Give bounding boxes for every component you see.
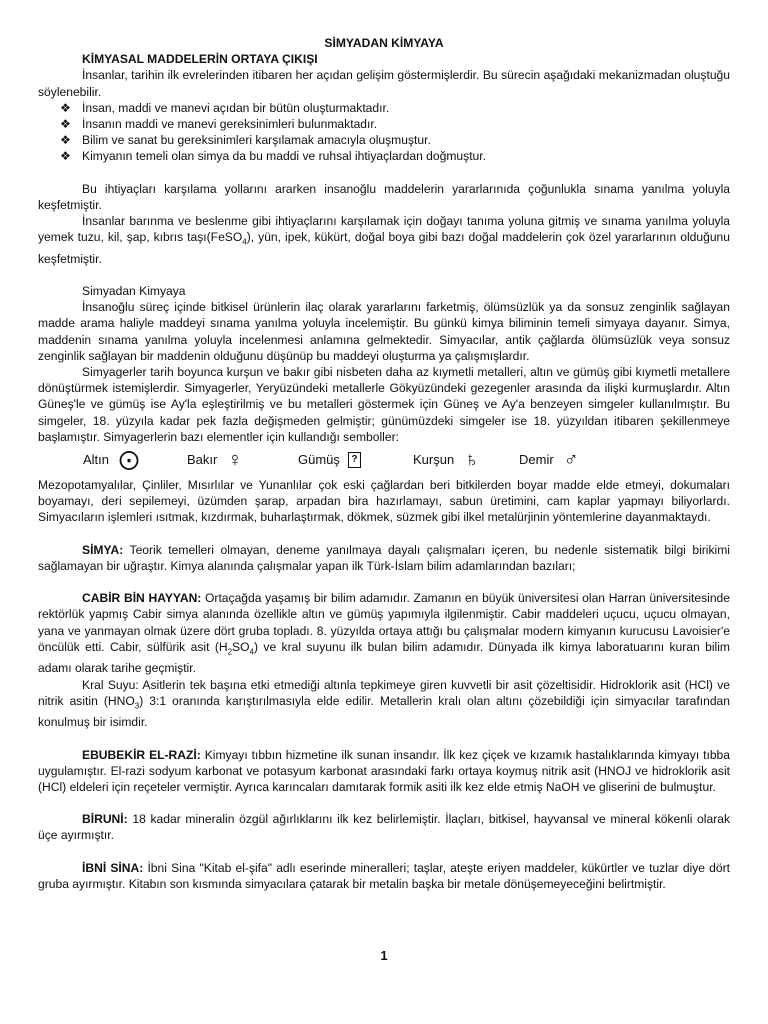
mars-iron-icon: ♂ bbox=[563, 449, 579, 472]
symbol-item: Kurşun ♄ bbox=[413, 449, 480, 472]
list-item: ❖ İnsanın maddi ve manevi gereksinimleri bulunmaktadır. bbox=[60, 117, 378, 132]
paragraph: EBUBEKİR EL-RAZİ: Kimyayı tıbbın hizmetine ilk sunan insandır. İlk kez çiçek ve kızamık hastalıklarında kimyayı tıbba uygulamıştır. El-razi sodyum karbonat ve potasyum karbonat arasındaki farkı ortaya koymuş nitrik asit (HNOJ ve hidroklorik asit (HCl) eldeleri için reçeteler vermiştir. Ayrıca karıncaları damıtarak formik asiti ilk kez elde etmiş NaOH ve gliserini de bulmuştur. bbox=[38, 747, 730, 794]
page-number: 1 bbox=[380, 948, 388, 963]
list-item: ❖ Bilim ve sanat bu gereksinimleri karşılamak amacıyla oluşmuştur. bbox=[60, 133, 431, 148]
section-heading: Simyadan Kimyaya bbox=[82, 284, 186, 299]
sun-gold-icon: ⨀ bbox=[119, 449, 140, 472]
paragraph: İnsanlar barınma ve beslenme gibi ihtiyaçlarını karşılamak için doğayı tanıma yoluna gitmiş ve sınama yanılma yoluyla yemek tuzu, kil, şap, kıbrıs taşı(FeSO$_4$), yün, ipek, kükürt, doğal boya gibi bazı doğal maddelerin çok özel yararlarının olduğunu keşfetmiştir. bbox=[38, 214, 730, 266]
paragraph: CABİR BİN HAYYAN: Ortaçağda yaşamış bir bilim adamıdır. Zamanın en büyük üniversitesi olan Harran üniversitesinde rektörlük yapmış Cabir simya alanında özellikle altın ve gümüş yapımıyla ilgilenmiştir. Cabir maddeleri uçucu, uçucu olmayan, yana ve yanmayan olmak üzere dört gruba topladı. 8. yüzyılda ortaya attığı bu çalışmalar modern kimyanın kurucusu Lavoisier'e öncülük etti. Cabir, sülfürik asit $(H_2SO_4)$ ve kral suyunu ilk bulan bilim adamıdır. Dünyada ilk kimya laboratuarını kuran bilim adamı olarak tarihe geçmiştir. bbox=[38, 591, 731, 676]
paragraph: Simyagerler tarih boyunca kurşun ve bakır gibi nisbeten daha az kıymetli metalleri, altın ve gümüş gibi kıymetli metallere dönüştürmek istemişlerdir. Simyagerler, Yeryüzündeki metallerle Gökyüzündeki gezegenler arasında da ilişki kurmuşlardır. Altın Güneş'le ve gümüş ise Ay'la eşleştirilmiş ve bu metalleri göstermek için Güneş ve Ay'a benzeyen simgeler kullanılmıştır. Bu simgeler, 18. yüzyıla kadar pek fazla değişmeden gelmiştir; günümüzdeki simgeler ise 18. yüzyıldan itibaren şekillenmeye başlamıştır. Simyagerlerin bazı elementler için kullandığı semboller: bbox=[38, 365, 730, 444]
list-item: ❖ İnsan, maddi ve manevi açıdan bir bütün oluşturmaktadır. bbox=[60, 100, 390, 115]
paragraph: Mezopotamyalılar, Çinliler, Mısırlılar ve Yunanlılar çok eski çağlardan beri bitkilerden boyar madde elde etmeyi, dokumaları boyamayı, deri sepilemeyi, üzümden şarap, arpadan bira hazırlamayı, sabun üretimini, cam kaplar yapmayı biliyorlardı. Simyacıların işlemleri ısıtmak, kızdırmak, buharlaştırmak, dökmek, süzmek gibi ilkel metalürjinin yöntemlerine dayanmaktaydı. bbox=[38, 478, 730, 525]
intro-paragraph: İnsanlar, tarihin ilk evrelerinden itibaren her açıdan gelişim göstermişlerdir. Bu sürecin aşağıdaki mekanizmadan oluştuğu söylenebilir. bbox=[38, 68, 730, 99]
silver-box-icon: ? bbox=[348, 452, 361, 468]
symbol-item: Demir ♂ bbox=[519, 449, 579, 472]
saturn-lead-icon: ♄ bbox=[464, 449, 480, 472]
diamond-bullet-icon: ❖ bbox=[60, 117, 71, 132]
diamond-bullet-icon: ❖ bbox=[60, 100, 71, 115]
symbol-row bbox=[38, 449, 730, 471]
page-title: SİMYADAN KİMYAYA bbox=[324, 36, 444, 50]
paragraph: Kral Suyu: Asitlerin tek başına etki etmediği altınla tepkimeye giren kuvvetli bir asit çözeltisidir. Hidroklorik asit (HCl) ve nitrik asitin $(HNO_3)$ 3:1 oranında karıştırılmasıyla elde edilir. Metallerin kralı olan altını çözebildiği için simyacılar tarafından konulmuş bir isimdir. bbox=[38, 677, 730, 730]
paragraph: SİMYA: Teorik temelleri olmayan, deneme yanılmaya dayalı çalışmaları içeren, bu nedenle sistematik bilgi birikimi sağlamayan bir uğraştır. Kimya alanında çalışmalar yapan ilk Türk-İslam bilim adamlarından bazıları; bbox=[38, 542, 730, 573]
paragraph: Bu ihtiyaçları karşılama yollarını ararken insanoğlu maddelerin yararlarınıda çoğunlukla sınama yanılma yoluyla keşfetmiştir. bbox=[38, 181, 730, 212]
symbol-item: Altın ⨀ bbox=[83, 449, 140, 472]
section-heading: KİMYASAL MADDELERİN ORTAYA ÇIKIŞI bbox=[82, 52, 318, 67]
symbol-item: Gümüş ? bbox=[298, 449, 413, 471]
venus-copper-icon: ♀ bbox=[227, 449, 243, 472]
list-item: ❖ Kimyanın temeli olan simya da bu maddi ve ruhsal ihtiyaçlardan doğmuştur. bbox=[60, 149, 487, 164]
paragraph: BİRUNİ: 18 kadar mineralin özgül ağırlıklarını ilk kez belirlemiştir. İlaçları, bitkisel, hayvansal ve mineral kökenli olarak üçe ayırmıştır. bbox=[38, 812, 730, 843]
diamond-bullet-icon: ❖ bbox=[60, 149, 71, 164]
paragraph: İBNİ SİNA: İbni Sina "Kitab el-şifa" adlı eserinde mineralleri; taşlar, ateşte eriyen maddeler, kükürtler ve tuzlar diye dört gruba ayırmıştır. Kitabın son kısmında simyacılara çatarak bir metalin başka bir metale dönüşemeyeceğini belirtmiştir. bbox=[38, 860, 730, 891]
paragraph: İnsanoğlu süreç içinde bitkisel ürünlerin ilaç olarak yararlarını farketmiş, ölümsüzlük ya da sonsuz zenginlik sağlayan madde arama haliyle maddeyi sınama yanılma yoluyla incelemiştir. Bu günkü kimya biliminin temeli simyaya dayanır. Simya, maddenin sınama yanılma yoluyla incelenmesi anlamına gelmektedir. Simyacılar, antik çağlarda ölümsüzlük veya sonsuz zenginlik sağlayan bir maddenin olduğunu düşünüp bu maddeyi oluşturma ya çalışmışlardır. bbox=[38, 300, 730, 363]
bullet-list bbox=[38, 100, 730, 165]
document-page bbox=[38, 35, 730, 892]
symbol-item: Bakır ♀ bbox=[187, 449, 243, 472]
diamond-bullet-icon: ❖ bbox=[60, 133, 71, 148]
